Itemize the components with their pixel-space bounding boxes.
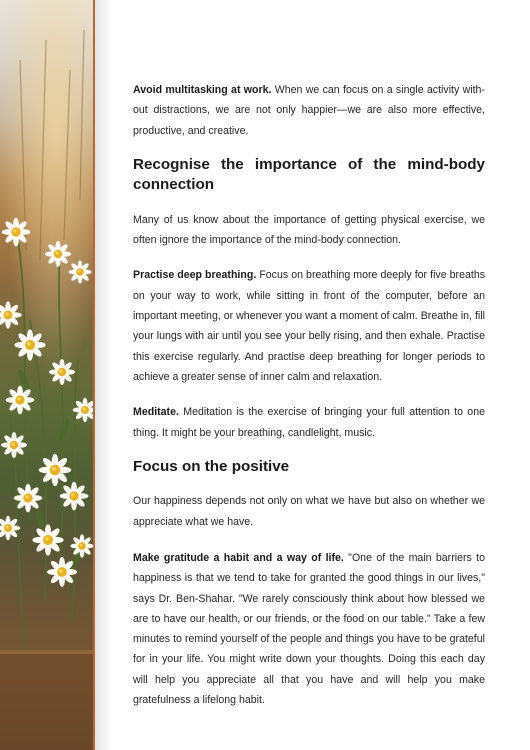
heading-mind-body: Recognise the importance of the mind-body connection xyxy=(133,155,485,194)
paragraph-happiness xyxy=(133,491,485,532)
paragraph-meditate xyxy=(133,402,485,443)
page-shadow xyxy=(95,0,113,750)
paragraph-avoid-multitasking xyxy=(133,80,485,141)
paragraph-mind-body-intro xyxy=(133,210,485,251)
flowers-illustration xyxy=(0,0,93,750)
text-mind-body-intro: Many of us know about the importance of getting physical exercise, we often ignore the importance of the mind-body connection. xyxy=(133,213,485,247)
paragraph-deep-breathing xyxy=(133,265,485,387)
article-body xyxy=(133,80,485,710)
heading-focus-positive: Focus on the positive xyxy=(133,457,290,475)
text-gratitude: "One of the main barriers to happiness is that we tend to take for granted the good things in our lives," says Dr. Ben-Shahar. "We rarely consciously think about how blessed we are to have our health, or our friends, or the food on our table." Take a few minutes to remind yourself of the people and things you have to be grateful for in your life. You might write down your thoughts. Doing this each day will help you appreciate all that you have and will help you make gratefulness a lifelong habit. xyxy=(133,551,485,707)
lead-deep-breathing: Practise deep breathing. xyxy=(133,269,257,282)
text-deep-breathing: Focus on breathing more deeply for five breaths on your way to work, while sitting in front of the computer, before an important meeting, or whenever you want a moment of calm. Breathe in, fill your lungs with air until you see your belly rising, and then exhale. Practise this exercise regularly. And practise deep breathing for longer periods to achieve a greater sense of inner calm and relaxation. xyxy=(133,269,486,383)
text-happiness: Our happiness depends not only on what we have but also on whether we appreciate what we have. xyxy=(133,495,485,528)
chamomile-flowers-photo xyxy=(0,0,93,750)
text-avoid-multitasking: When we can focus on a single activity without distractions, we are not only happier—we are also more effective, productive, and creative. xyxy=(133,84,485,137)
lead-meditate: Meditate. xyxy=(133,406,179,419)
text-meditate: Meditation is the exercise of bringing your full attention to one thing. It might be your breathing, candlelight, music. xyxy=(133,406,485,439)
paragraph-gratitude xyxy=(133,548,485,710)
lead-avoid-multitasking: Avoid multitasking at work. xyxy=(133,84,272,96)
lead-gratitude: Make gratitude a habit and a way of life. xyxy=(133,551,344,564)
